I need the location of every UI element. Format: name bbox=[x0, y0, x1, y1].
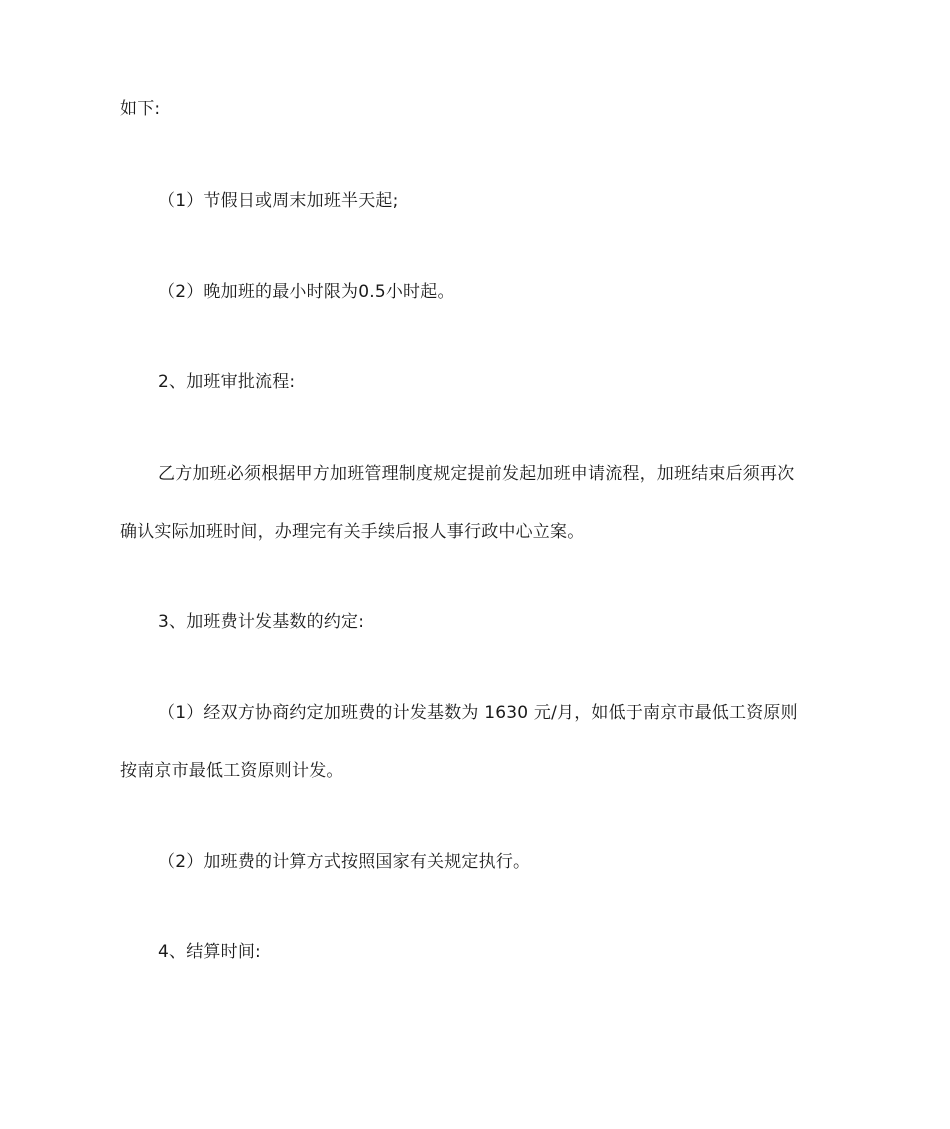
text-line-holiday-rule: （1）节假日或周末加班半天起; bbox=[158, 191, 399, 211]
section-heading-settlement: 4、结算时间: bbox=[158, 942, 261, 962]
text-line-intro: 如下: bbox=[120, 99, 161, 119]
text-line-calculation: （2）加班费的计算方式按照国家有关规定执行。 bbox=[158, 852, 531, 872]
text-line-approval-2: 确认实际加班时间，办理完有关手续后报人事行政中心立案。 bbox=[120, 522, 585, 542]
text-line-evening-rule: （2）晚加班的最小时限为0.5小时起。 bbox=[158, 282, 455, 302]
text-line-approval-1: 乙方加班必须根据甲方加班管理制度规定提前发起加班申请流程，加班结束后须再次 bbox=[158, 464, 795, 484]
section-heading-base-pay: 3、加班费计发基数的约定: bbox=[158, 612, 365, 632]
section-heading-approval: 2、加班审批流程: bbox=[158, 372, 296, 392]
text-line-base-pay-1: （1）经双方协商约定加班费的计发基数为 1630 元/月，如低于南京市最低工资原则 bbox=[158, 703, 798, 723]
text-line-base-pay-2: 按南京市最低工资原则计发。 bbox=[120, 761, 344, 781]
